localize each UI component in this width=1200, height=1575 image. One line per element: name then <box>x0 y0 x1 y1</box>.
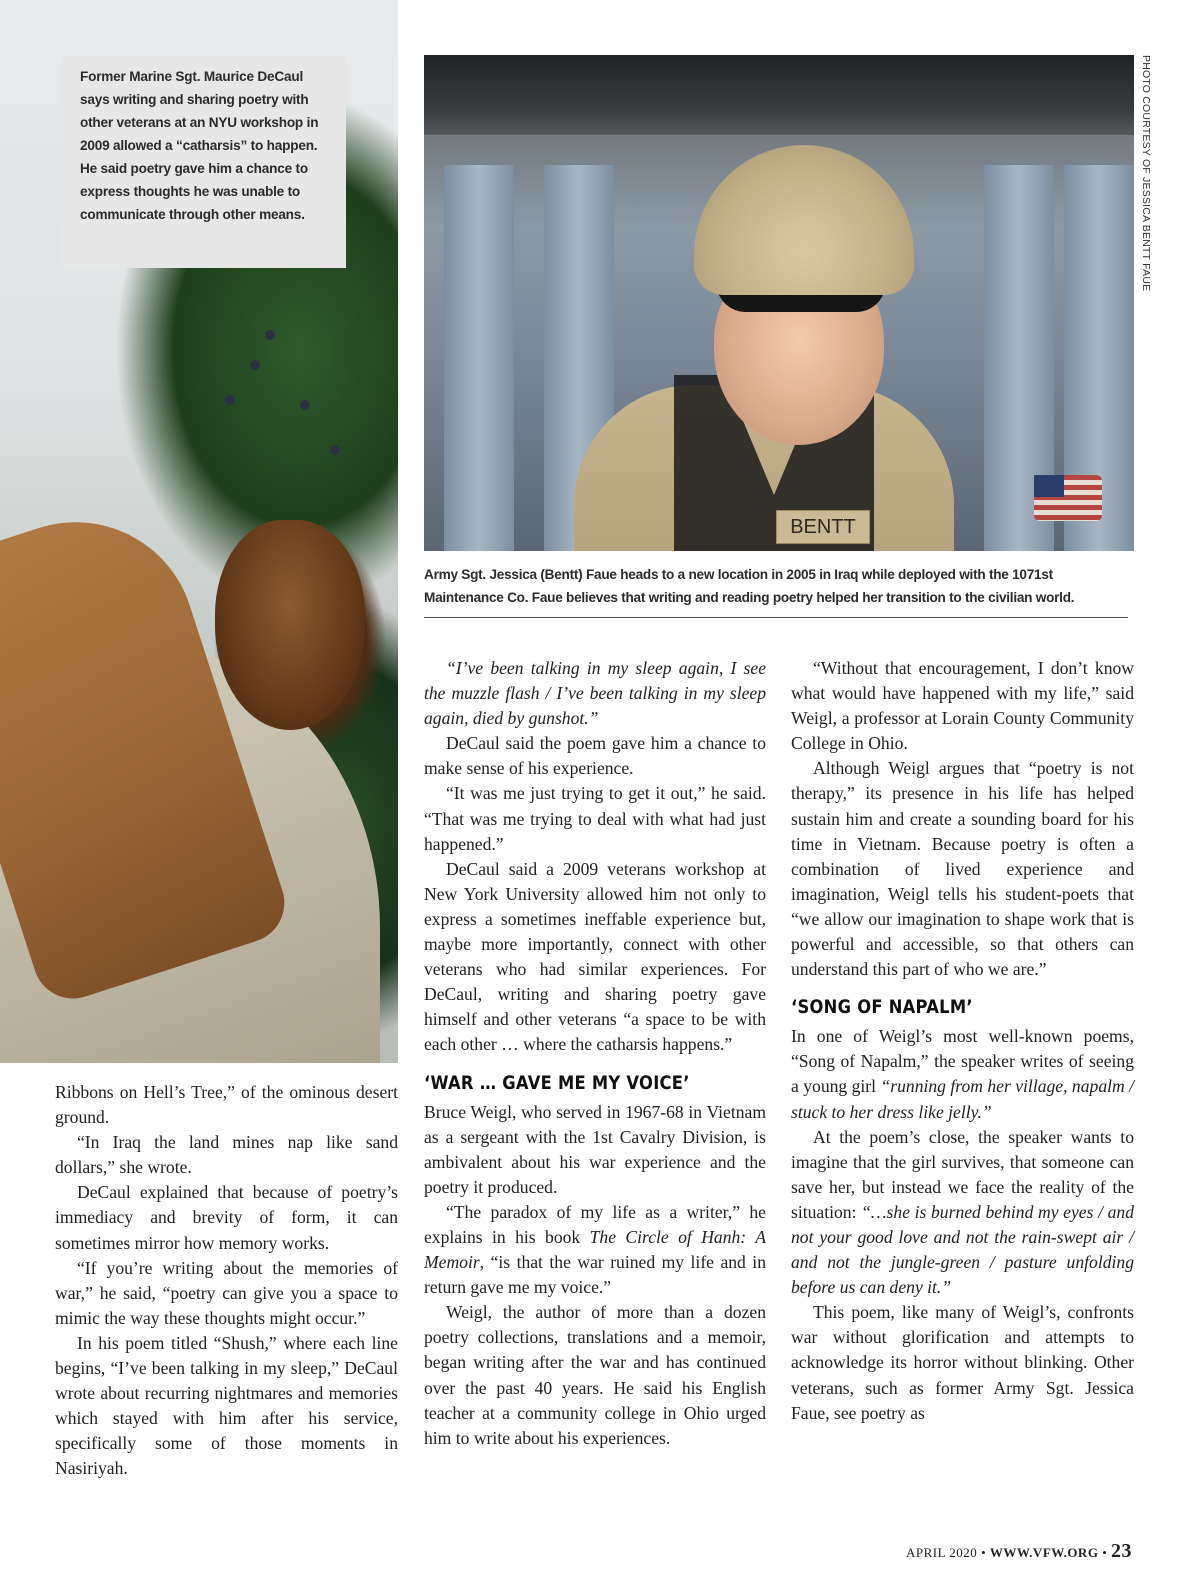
paragraph: This poem, like many of Weigl’s, confronts war without glorification and attempts to acknowledge its horror without blinking. Other veterans, such as former Army Sgt. Jessica Faue, see poetry as <box>791 1302 1134 1423</box>
flag-patch-icon <box>1034 475 1102 521</box>
paragraph: In his poem titled “Shush,” where each line begins, “I’ve been talking in my sleep,” DeCaul wrote about recurring nightmares and memories which stayed with him after his service, specifically some of those moments in Nasiriyah. <box>55 1332 398 1479</box>
name-tape: BENTT <box>776 510 870 544</box>
paragraph: Bruce Weigl, who served in 1967-68 in Vietnam as a sergeant with the 1st Cavalry Division, is ambivalent about his war experience and the poetry it produced. <box>424 1101 766 1197</box>
paragraph: “The paradox of my life as a writer,” he explains in his book The Circle of Hanh: A Memoir, “is that the war ruined my life and in return gave me my voice.” <box>424 1201 766 1298</box>
berry <box>330 445 340 455</box>
seat-strap <box>444 165 514 551</box>
photo-credit: PHOTO COURTESY OF JESSICA BENTT FAUE <box>1140 55 1152 292</box>
berry <box>300 400 310 410</box>
paragraph: At the poem’s close, the speaker wants to imagine that the girl survives, that someone can save her, but instead we face the reality of the situation: “…she is burned behind my eyes / and not your good love and not the rain-swept air / and not the jungle-green / pasture unfolding before us can deny it.” <box>791 1126 1134 1298</box>
paragraph: DeCaul explained that because of poetry’s immediacy and brevity of form, it can sometimes mirror how memory works. <box>55 1182 398 1253</box>
pinecone <box>215 520 365 730</box>
divider <box>424 617 1128 618</box>
article-column-2 <box>424 656 766 1451</box>
article-column-1 <box>55 1080 398 1482</box>
paragraph: DeCaul said a 2009 veterans workshop at New York University allowed him not only to express a sometimes ineffable experience but, maybe more importantly, connect with other veterans who had similar experiences. For DeCaul, writing and sharing poetry gave himself and other veterans “a space to be with each other … where the catharsis happens.” <box>424 858 766 1055</box>
photo-caption: Army Sgt. Jessica (Bentt) Faue heads to a new location in 2005 in Iraq while deployed with the 1071st Maintenance Co. Faue believes that writing and reading poetry helped her transition to the civilian world. <box>424 567 1075 605</box>
decaul-photo <box>0 0 398 1063</box>
faue-photo <box>424 55 1134 551</box>
paragraph: “In Iraq the land mines nap like sand dollars,” she wrote. <box>55 1132 398 1178</box>
photo-caption-box <box>62 55 346 268</box>
helmet <box>694 145 914 295</box>
website-link[interactable]: WWW.VFW.ORG <box>989 1545 1099 1560</box>
berry <box>225 395 235 405</box>
photo-caption: Former Marine Sgt. Maurice DeCaul says writing and sharing poetry with other veterans at an NYU workshop in 2009 allowed a “catharsis” to happen. He said poetry gave him a chance to express thoughts he was unable to communicate through other means. <box>80 69 319 222</box>
book-title: The Circle of Hanh: A Memoir <box>424 1226 766 1273</box>
poem-quote: “I’ve been talking in my sleep again, I see the muzzle flash / I’ve been talking in my sleep again, died by gunshot.” <box>424 658 766 729</box>
page-number: 23 <box>1111 1540 1132 1562</box>
paragraph: DeCaul said the poem gave him a chance to make sense of his experience. <box>424 733 766 779</box>
poem-quote: “…she is burned behind my eyes / and not your good love and not the rain-swept air / and not the jungle-green / pasture unfolding before us can deny it.” <box>791 1201 1134 1298</box>
paragraph: In one of Weigl’s most well-known poems, “Song of Napalm,” the speaker writes of seeing a young girl “running from her village, napalm / stuck to her dress like jelly.” <box>791 1026 1135 1122</box>
section-heading: ‘WAR … GAVE ME MY VOICE’ <box>424 1071 690 1094</box>
paragraph: Although Weigl argues that “poetry is not therapy,” its presence in his life has helped sustain him and create a sounding board for his time in Vietnam. Because poetry is often a combination of lived experience and imagination, Weigl tells his student-poets that “we allow our imagination to shape work that is powerful and accessible, so that others can understand this part of who we are.” <box>791 758 1134 980</box>
section-heading: ‘SONG OF NAPALM’ <box>791 996 973 1019</box>
berry <box>265 330 275 340</box>
berry <box>250 360 260 370</box>
paragraph: “Without that encouragement, I don’t know what would have happened with my life,” said Weigl, a professor at Lorain County Community College in Ohio. <box>791 658 1134 754</box>
paragraph: “It was me just trying to get it out,” he said. “That was me trying to deal with what had just happened.” <box>424 783 766 854</box>
paragraph: “If you’re writing about the memories of war,” he said, “poetry can give you a space to mimic the way these thoughts might occur.” <box>55 1257 398 1328</box>
paragraph: Weigl, the author of more than a dozen poetry collections, translations and a memoir, began writing after the war and has continued over the past 40 years. He said his English teacher at a community college in Ohio urged him to write about his experiences. <box>424 1302 766 1448</box>
article-column-3 <box>791 656 1134 1426</box>
aircraft-ceiling <box>424 55 1134 135</box>
page-footer: APRIL 2020 • WWW.VFW.ORG • 23 <box>905 1540 1132 1562</box>
issue-date: APRIL 2020 <box>905 1545 978 1560</box>
paragraph: Ribbons on Hell’s Tree,” of the ominous desert ground. <box>55 1082 398 1128</box>
poem-quote: “running from her village, napalm / stuck to her dress like jelly.” <box>791 1076 1135 1122</box>
